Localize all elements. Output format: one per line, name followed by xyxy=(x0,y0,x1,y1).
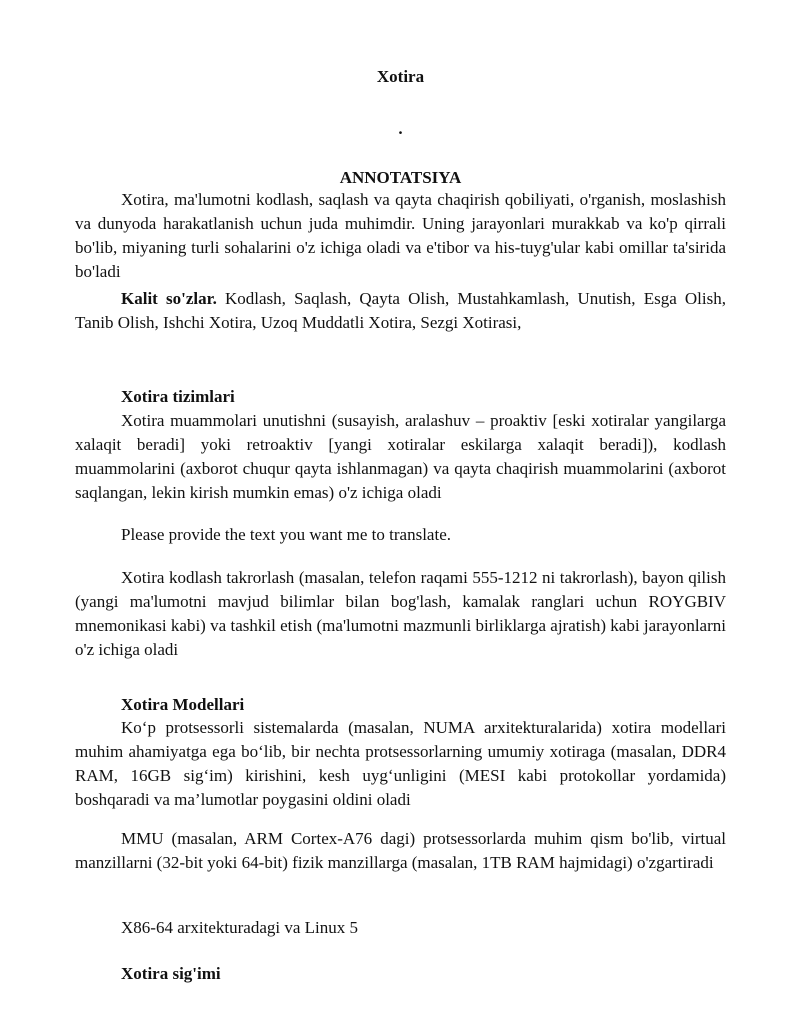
section-heading-systems: Xotira tizimlari xyxy=(121,387,235,406)
models-paragraph-3: X86-64 arxitekturadagi va Linux 5 xyxy=(121,918,358,937)
annotation-paragraph: Xotira, ma'lumotni kodlash, saqlash va qayta chaqirish qobiliyati, o'rganish, moslashish va dunyoda harakatlanish uchun juda muhimdir. Uning jarayonlari murakkab va ko'p qirrali bo'lib, miyaning turli sohalarini o'z ichiga oladi va e'tibor va his-tuyg'ular kabi omillar ta'sirida bo'ladi xyxy=(75,190,726,281)
keywords-paragraph xyxy=(75,287,726,335)
models-paragraph-2: MMU (masalan, ARM Cortex-A76 dagi) protsessorlarda muhim qism bo'lib, virtual manzillarni (32-bit yoki 64-bit) fizik manzillarga (masalan, 1TB RAM hajmidagi) o'zgartiradi xyxy=(75,829,726,872)
systems-paragraph-2: Please provide the text you want me to translate. xyxy=(121,525,451,544)
systems-paragraph-1: Xotira muammolari unutishni (susayish, aralashuv – proaktiv [eski xotiralar yangilarga xalaqit beradi] yoki retroaktiv [yangi xotiralar eskilarga xalaqit beradi]), kodlash muammolarini (axborot chuqur qayta ishlanmagan) va qayta chaqirish muammolarini (axborot saqlangan, lekin kirish mumkin emas) o'z ichiga oladi xyxy=(75,411,726,502)
section-heading-capacity: Xotira sig'imi xyxy=(121,964,221,983)
keywords-label: Kalit so'zlar. xyxy=(121,289,217,308)
document-title: Xotira xyxy=(376,67,425,86)
keywords-text: Kodlash, Saqlash, Qayta Olish, Mustahkamlash, Unutish, Esga Olish, Tanib Olish, Ishchi Xotira, Uzoq Muddatli Xotira, Sezgi Xotirasi, xyxy=(75,289,726,332)
models-paragraph-1: Ko‘p protsessorli sistemalarda (masalan, NUMA arxitekturalarida) xotira modellari muhim ahamiyatga ega bo‘lib, bir nechta protsessorlarning umumiy xotiraga (masalan, DDR4 RAM, 16GB sig‘im) kirishini, kesh uyg‘unligini (MESI kabi protokollar yordamida) boshqaradi va ma’lumotlar poygasini oldini oladi xyxy=(75,718,726,809)
separator-dot: . xyxy=(398,119,403,138)
annotation-heading: ANNOTATSIYA xyxy=(339,168,462,187)
section-heading-models: Xotira Modellari xyxy=(121,695,245,714)
systems-paragraph-3: Xotira kodlash takrorlash (masalan, telefon raqami 555-1212 ni takrorlash), bayon qilish (yangi ma'lumotni mavjud bilimlar bilan bog'lash, kamalak ranglari uchun ROYGBIV mnemonikasi kabi) va tashkil etish (ma'lumotni mazmunli birliklarga ajratish) kabi jarayonlarni o'z ichiga oladi xyxy=(75,568,726,659)
